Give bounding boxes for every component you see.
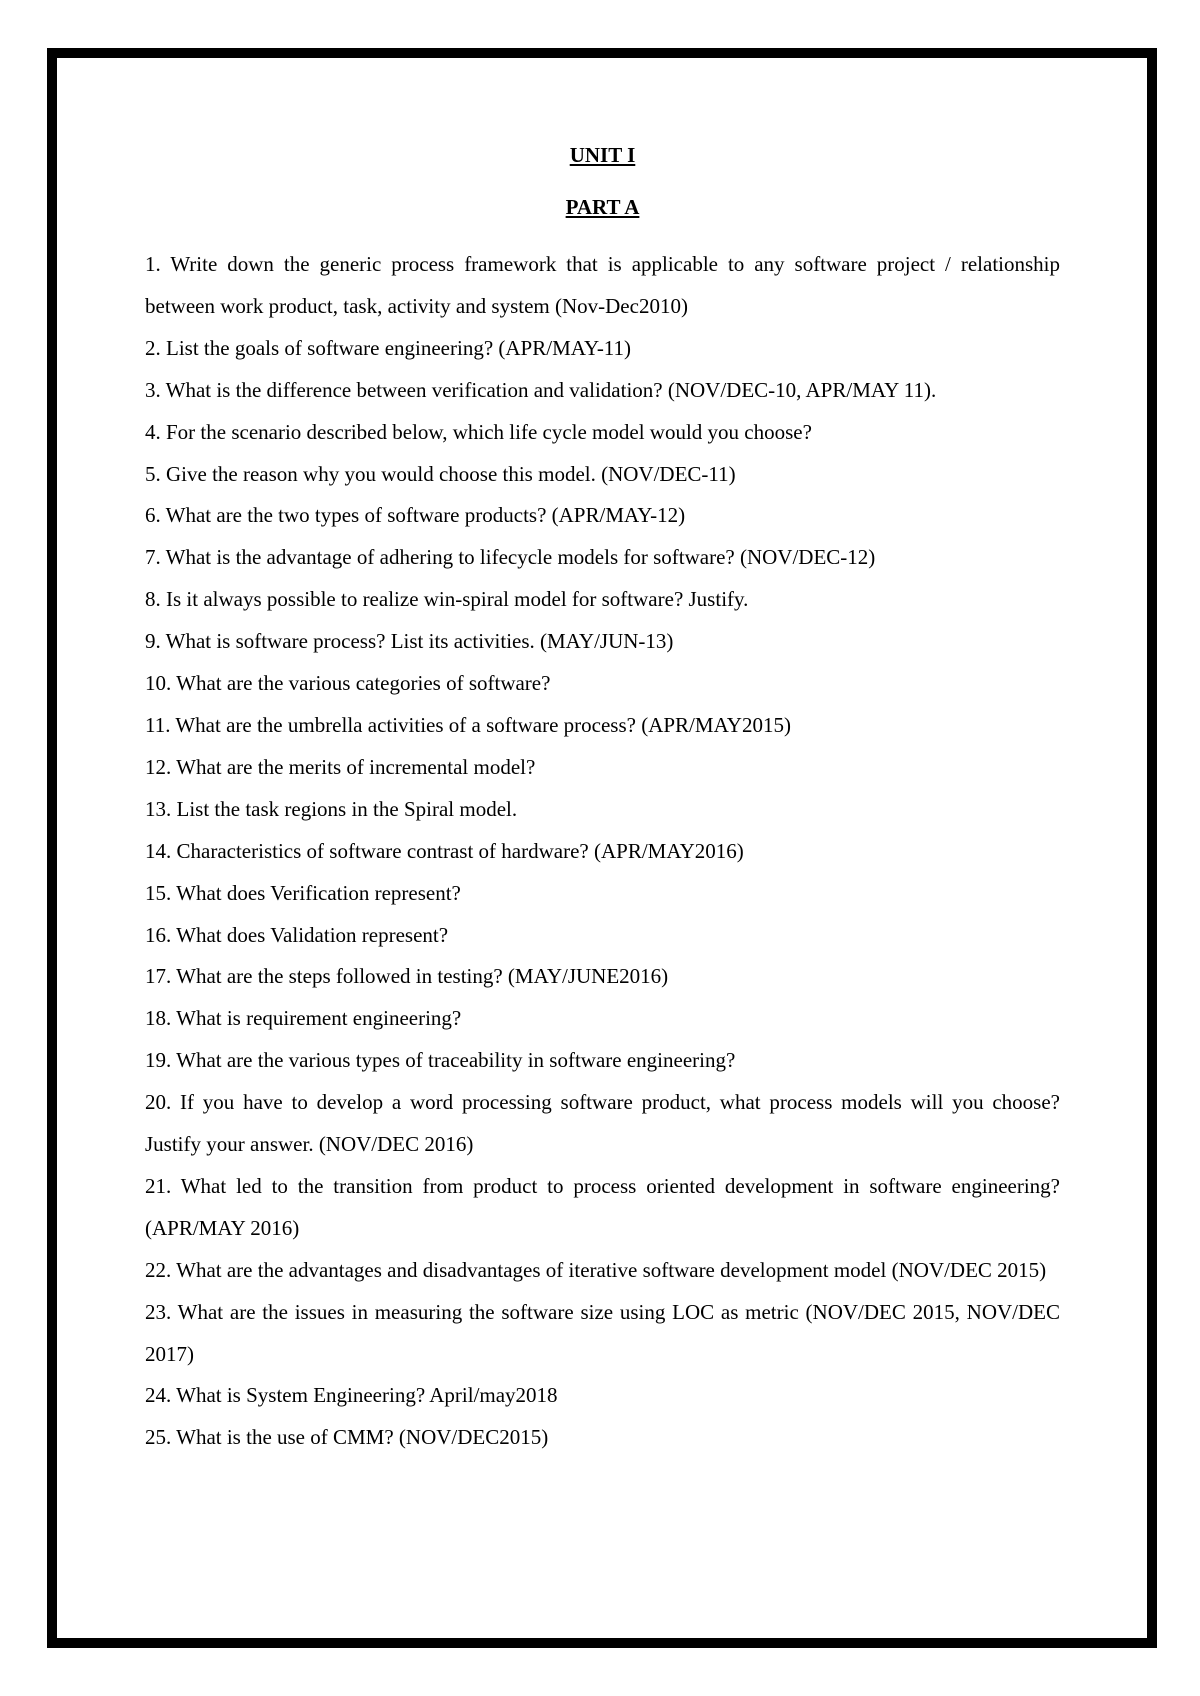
document-content: [145, 140, 1060, 1459]
question-item: 1. Write down the generic process framework that is applicable to any software project / relationship between work product, task, activity and system (Nov-Dec2010): [145, 252, 1060, 318]
question-item: 12. What are the merits of incremental model?: [145, 754, 536, 779]
question-item: 16. What does Validation represent?: [145, 922, 449, 947]
question-item: 17. What are the steps followed in testing? (MAY/JUNE2016): [145, 964, 669, 989]
question-item: 19. What are the various types of traceability in software engineering?: [145, 1048, 736, 1073]
question-item: 14. Characteristics of software contrast of hardware? (APR/MAY2016): [145, 838, 744, 863]
question-item: 24. What is System Engineering? April/may2018: [145, 1383, 558, 1408]
question-item: 7. What is the advantage of adhering to lifecycle models for software? (NOV/DEC-12): [145, 545, 876, 570]
question-item: 2. List the goals of software engineering? (APR/MAY-11): [145, 335, 632, 360]
question-item: 6. What are the two types of software products? (APR/MAY-12): [145, 503, 686, 528]
question-item: 9. What is software process? List its activities. (MAY/JUN-13): [145, 629, 674, 654]
question-item: 22. What are the advantages and disadvantages of iterative software development model (NOV/DEC 2015): [145, 1257, 1047, 1282]
question-item: 4. For the scenario described below, which life cycle model would you choose?: [145, 419, 812, 444]
part-title: PART A: [565, 195, 640, 219]
question-item: 13. List the task regions in the Spiral model.: [145, 796, 518, 821]
question-item: 20. If you have to develop a word processing software product, what process models will you choose? Justify your answer. (NOV/DEC 2016): [145, 1090, 1060, 1157]
question-item: 3. What is the difference between verification and validation? (NOV/DEC-10, APR/MAY 11).: [145, 377, 937, 402]
question-list: [145, 244, 1060, 1459]
question-item: 25. What is the use of CMM? (NOV/DEC2015): [145, 1425, 549, 1450]
question-item: 5. Give the reason why you would choose this model. (NOV/DEC-11): [145, 461, 736, 486]
question-item: 8. Is it always possible to realize win-spiral model for software? Justify.: [145, 587, 749, 612]
question-item: 11. What are the umbrella activities of a software process? (APR/MAY2015): [145, 712, 791, 737]
question-item: 21. What led to the transition from product to process oriented development in software engineering? (APR/MAY 2016): [145, 1173, 1060, 1240]
unit-title: UNIT I: [569, 143, 636, 167]
question-item: 15. What does Verification represent?: [145, 880, 461, 905]
question-item: 10. What are the various categories of software?: [145, 671, 551, 696]
question-item: 18. What is requirement engineering?: [145, 1006, 462, 1031]
question-item: 23. What are the issues in measuring the software size using LOC as metric (NOV/DEC 2015, NOV/DEC 2017): [145, 1299, 1060, 1366]
